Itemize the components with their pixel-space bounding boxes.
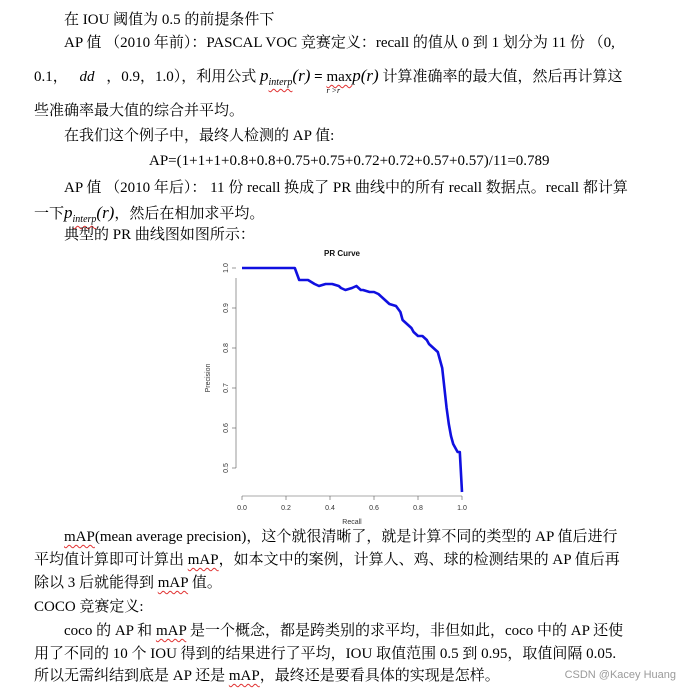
formula-interp-sub: interp [268,77,293,88]
x-tick-label: 0.0 [237,505,247,512]
text-map-definition: (mean average precision)，这个就很清晰了，就是计算不同的类型的 AP 值后进行 [94,529,618,545]
paragraph-formula-line [34,66,623,95]
text-map-divide-post: 值。 [188,575,222,591]
paragraph-ap-before-2010 [64,33,615,53]
paragraph-coco-iou-range [34,644,616,664]
text-map-divide-pre: 除以 3 后就能得到 [34,575,158,591]
text-ap-before-2010: AP 值 （2010 年前）：PASCAL VOC 竞赛定义：recall 的值从 0 到 1 划分为 11 份 （0, [64,35,615,51]
y-tick-label: 0.9 [223,303,230,313]
text-ap-after-2010: AP 值 （2010 年后）： 11 份 recall 换成了 PR 曲线中的所有 recall 数据点。recall 都计算 [64,180,628,196]
paragraph-iou-condition [64,10,274,30]
text-recall-values-end: ，0.9，1.0），利用公式 [106,69,257,85]
text-example-ap: 在我们这个例子中，最终人检测的 AP 值: [64,128,335,144]
formula-equals: = [310,69,327,85]
text-ap-equation: AP=(1+1+1+0.8+0.8+0.75+0.75+0.72+0.72+0.57+0.57)/11=0.789 [149,153,550,169]
paragraph-coco-ap-map [64,621,623,641]
text-compute-once: 一下 [34,206,65,222]
formula-max-label: max [326,69,353,85]
text-map-term-5: mAP [228,668,260,684]
pr-curve-svg [198,240,482,524]
formula-max-sub: r >r [326,86,341,95]
y-tick-label: 0.8 [223,343,230,353]
text-map-term-3: mAP [157,575,189,591]
formula-r-2: (r) [96,203,115,222]
formula-p-2: p [64,203,73,222]
formula-interp-sub-2: interp [72,214,97,225]
paragraph-coco-definition [34,597,144,617]
paragraph-conclusion [34,666,500,686]
text-coco-iou-range: 用了不同的 10 个 IOU 得到的结果进行了平均，IOU 取值范围 0.5 到 0.95，取值间隔 0.05. [34,646,617,662]
text-dd: dd [79,69,95,85]
text-sum-and-average: ，然后在相加求平均。 [114,206,265,222]
text-map-average-pre: 平均值计算即可计算出 [34,552,188,568]
text-compute-max-precision: 计算准确率的最大值，然后再计算这 [382,69,623,85]
x-tick-label: 0.2 [281,505,291,512]
paragraph-ap-after-2010 [64,178,628,198]
text-average-precisions: 些准确率最大值的综合并平均。 [34,103,245,119]
formula-r: (r) [292,66,311,85]
paragraph-example-ap [64,126,334,146]
formula-p: p [260,66,269,85]
text-recall-values-start: 0.1， [34,69,68,85]
chart-title: PR Curve [323,249,361,258]
y-tick-label: 0.7 [223,383,230,393]
text-map-term-2: mAP [187,552,219,568]
formula-max [326,67,353,95]
paragraph-map-definition [64,527,618,547]
pr-curve-line [242,268,462,492]
y-axis-label: Precision [205,363,212,393]
y-tick-label: 0.5 [223,463,230,473]
x-tick-label: 0.6 [369,505,379,512]
equation-ap-value [149,151,550,171]
text-map-term: mAP [64,529,95,545]
x-tick-label: 1.0 [457,505,467,512]
text-conclusion-pre: 所以无需纠结到底是 AP 还是 [34,668,229,684]
text-typical-pr-curve: 典型的 PR 曲线图如图所示： [64,227,255,243]
paragraph-average-precisions [34,101,244,121]
y-tick-label: 1.0 [223,263,230,273]
x-axis-label: Recall [342,519,362,524]
paragraph-compute-pinterp [34,203,264,226]
formula-p-r: p(r) [352,66,379,85]
x-tick-label: 0.8 [413,505,423,512]
text-map-term-4: mAP [155,623,187,639]
paragraph-map-divide [34,573,222,593]
text-coco-ap-post: 是一个概念，都是跨类别的求平均，非但如此，coco 中的 AP 还使 [186,623,624,639]
text-conclusion-post: ，最终还是要看具体的实现是怎样。 [259,668,500,684]
y-tick-label: 0.6 [223,423,230,433]
formula-p-interp-2 [64,203,115,225]
text-iou-condition: 在 IOU 阈值为 0.5 的前提条件下 [64,12,275,28]
text-coco-definition: COCO 竞赛定义: [34,599,144,615]
x-tick-label: 0.4 [325,505,335,512]
text-map-average-post: ，如本文中的案例，计算人、鸡、球的检测结果的 AP 值后再 [218,552,620,568]
csdn-watermark: CSDN @Kacey Huang [564,669,676,681]
text-coco-ap-pre: coco 的 AP 和 [64,623,156,639]
pr-curve-chart [198,240,482,524]
formula-p-interp [260,66,293,88]
paragraph-map-average [34,550,620,570]
